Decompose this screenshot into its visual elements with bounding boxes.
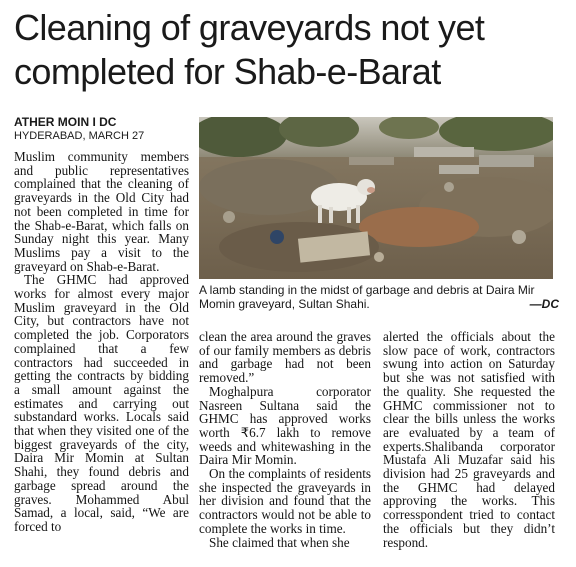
article-column-2 xyxy=(199,330,371,549)
headline-line-2: completed for Shab-e-Barat xyxy=(14,51,441,92)
photo-caption xyxy=(199,283,559,311)
paragraph: alerted the officials about the slow pace of work, contractors swung into action on Saturday but she was not satisfied with the quality. She requested the GHMC commissioner not to clear the bills unless the works are evaluated by a team of experts.Shalibanda corporator Mustafa Ali Muzafar said his division had 25 graveyards and the GHMC had delayed approving the works. This corresspondent tried to contact the officials but they didn’t respond. xyxy=(383,329,555,550)
paragraph: On the complaints of residents she inspected the graveyards in her division and found that the contractors would not be able to complete the works in time. xyxy=(199,466,371,536)
paragraph: She claimed that when she xyxy=(209,534,350,550)
lamb-graveyard-photo xyxy=(199,117,553,279)
article-column-1 xyxy=(14,150,189,534)
caption-text: A lamb standing in the midst of garbage and debris at Daira Mir Momin graveyard, Sultan Shahi. xyxy=(199,283,535,311)
paragraph: The GHMC had approved works for almost every major Muslim graveyard in the Old City, but contractors have not completed the job. Corporators complained that a few contractors had succeeded in getting the contracts by bidding a small amount against the estimates and carrying out substandard works. Locals said that when they visited one of the biggest graveyards of the city, Daira Mir Momin at Sultan Shahi, they found debris and garbage spread around the graves. Mohammed Abul Samad, a local, said, “We are forced to xyxy=(14,272,189,534)
photo-credit: —DC xyxy=(529,297,559,311)
paragraph: Moghalpura corporator Nasreen Sultana said the GHMC has approved works worth ₹6.7 lakh to remove weeds and whitewashing in the Daira Mir Momin. xyxy=(199,383,371,468)
paragraph: Muslim community members and public representatives complained that the cleaning of graveyards in the Old City had not been completed in time for the Shab-e-Barat, which falls on Sunday night this year. Many Muslims pay a visit to the graveyard on Shab-e-Barat. xyxy=(14,149,189,274)
paragraph: clean the area around the graves of our family members as debris and garbage had not been removed.” xyxy=(199,329,371,386)
byline: ATHER MOIN I DC xyxy=(14,115,117,129)
headline-line-1: Cleaning of graveyards not yet xyxy=(14,7,485,48)
headline xyxy=(14,6,566,94)
dateline: HYDERABAD, MARCH 27 xyxy=(14,130,145,142)
news-photo xyxy=(199,117,553,279)
article-column-3 xyxy=(383,330,555,549)
